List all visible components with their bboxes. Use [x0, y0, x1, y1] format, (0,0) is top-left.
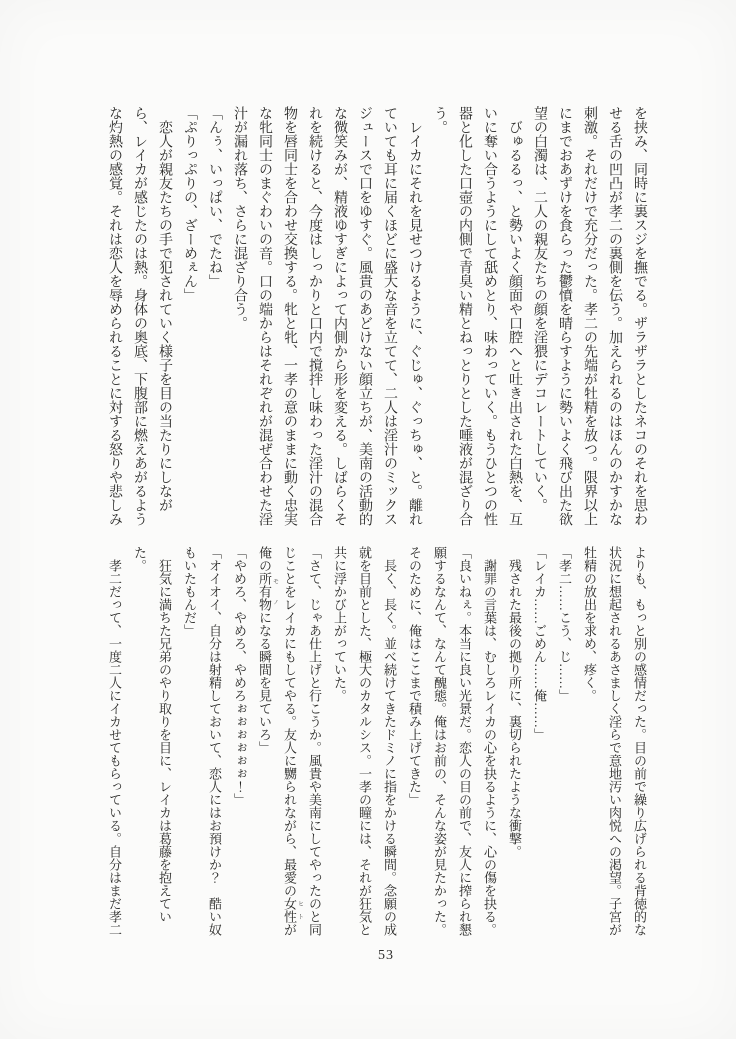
paragraph: 孝二だって、一度二人にイカせてもらっている。自分はまだ孝二: [107, 546, 122, 936]
ruby-annotated-word: 所有物 モノ: [257, 572, 278, 611]
paragraph: 謝罪の言葉は、むしろレイカの心を抉るように、心の傷を抉る。: [482, 546, 497, 936]
paragraph: 「さて、じゃあ仕上げと行こうか。風貴や美南にしてやったのと同じことをレイカにもしてやる。友人に嬲られながら、最愛の女性 ヒトが俺の所有物 モノになる瞬間を見ていろ」: [257, 546, 322, 936]
paragraph: を挟み、同時に裏スジを撫でる。ザラザラとしたネコのそれを思わせる舌の凹凸が孝二の裏側を伝う。加えられるのはほんのかすかな刺激。それだけで充分だった。孝二の先端が牡精を放つ。限界以上にまでおあずけを食らった鬱憤を晴らすように勢いよく飛び出た欲望の白濁は、二人の親友たちの顔を淫猥にデコレートしていく。: [532, 106, 647, 526]
ruby-annotated-word: 女性 ヒト: [282, 897, 303, 923]
paragraph: 「良いねぇ。本当に良い光景だ。恋人の目の前で、友人に搾られ懇願するなんて、なんて醜態。俺はお前の、そんな姿が見たかった。そのために、俺はここまで積み上げてきた」: [407, 546, 472, 936]
paragraph: 「やめろ、やめろ、やめろぉぉぉぉぉぉ！」: [232, 546, 247, 806]
paragraph: 長く、長く。並べ続けてきたドミノに指をかける瞬間。念願の成就を目前とした、極大のカタルシス。一孝の瞳には、それが狂気と共に浮かび上がっていた。: [332, 546, 397, 936]
text-block-bottom: [102, 546, 652, 941]
paragraph: 恋人が親友たちの手で犯されていく様子を目の当たりにしながら、レイカが感じたのは熱。身体の奥底、下腹部に燃えあがるような灼熱の感覚。それは恋人を辱められることに対する怒りや悲しみ: [107, 106, 172, 526]
paragraph: レイカにそれを見せつけるように、ぐじゅ、ぐっちゅ、と。離れていても耳に届くほどに盛大な音を立てて、二人は淫汁のミックスジュースで口をゆすぐ。風貴のあどけない顔立ちが、美南の活動的な微笑みが、精液ゆすぎによって内側から形を変える。しばらくそれを続けると、今度はしっかりと口内で撹拌し味わった淫汁の混合物を唇同士を合わせ交換する。牝と牝、一孝の意のままに動く忠実な牝同士のまぐわいの音。口の端からはそれぞれが混ぜ合わせた淫汁が漏れ落ち、さらに混ざり合う。: [232, 106, 422, 526]
paragraph: びゅるるっ、と勢いよく顔面や口腔へと吐き出された白熱を、互いに奪い合うようにして舐めとり、味わっていく。もうひとつの性器と化した口壺の内側で青臭い精とねっとりとした唾液が混ざり合う。: [432, 106, 522, 526]
paragraph: 「んぅ、いっぱい、でたね」: [207, 106, 222, 288]
paragraph: 残された最後の拠り所に、裏切られたような衝撃。: [507, 546, 522, 858]
paragraph: よりも、もっと別の感情だった。目の前で繰り広げられる背徳的な状況に想起されるあさましく淫らで意地汚い肉悦への渇望。子宮が牡精の放出を求め、疼く。: [582, 546, 647, 936]
page-number: 53: [378, 948, 394, 963]
text-block-top: [102, 106, 652, 527]
paragraph: 「レイカ……ごめん……俺……」: [532, 546, 547, 741]
paragraph: 「オイオイ、自分は射精しておいて、恋人にはお預けか？ 酷い奴もいたもんだ」: [182, 546, 222, 936]
paragraph: 「孝二……こう、じ……」: [557, 546, 572, 702]
paragraph: 「ぷりっぷりの、ざーめぇん」: [182, 106, 197, 302]
paragraph: 狂気に満ちた兄弟のやり取りを目に、レイカは葛藤を抱えていた。: [132, 546, 172, 923]
